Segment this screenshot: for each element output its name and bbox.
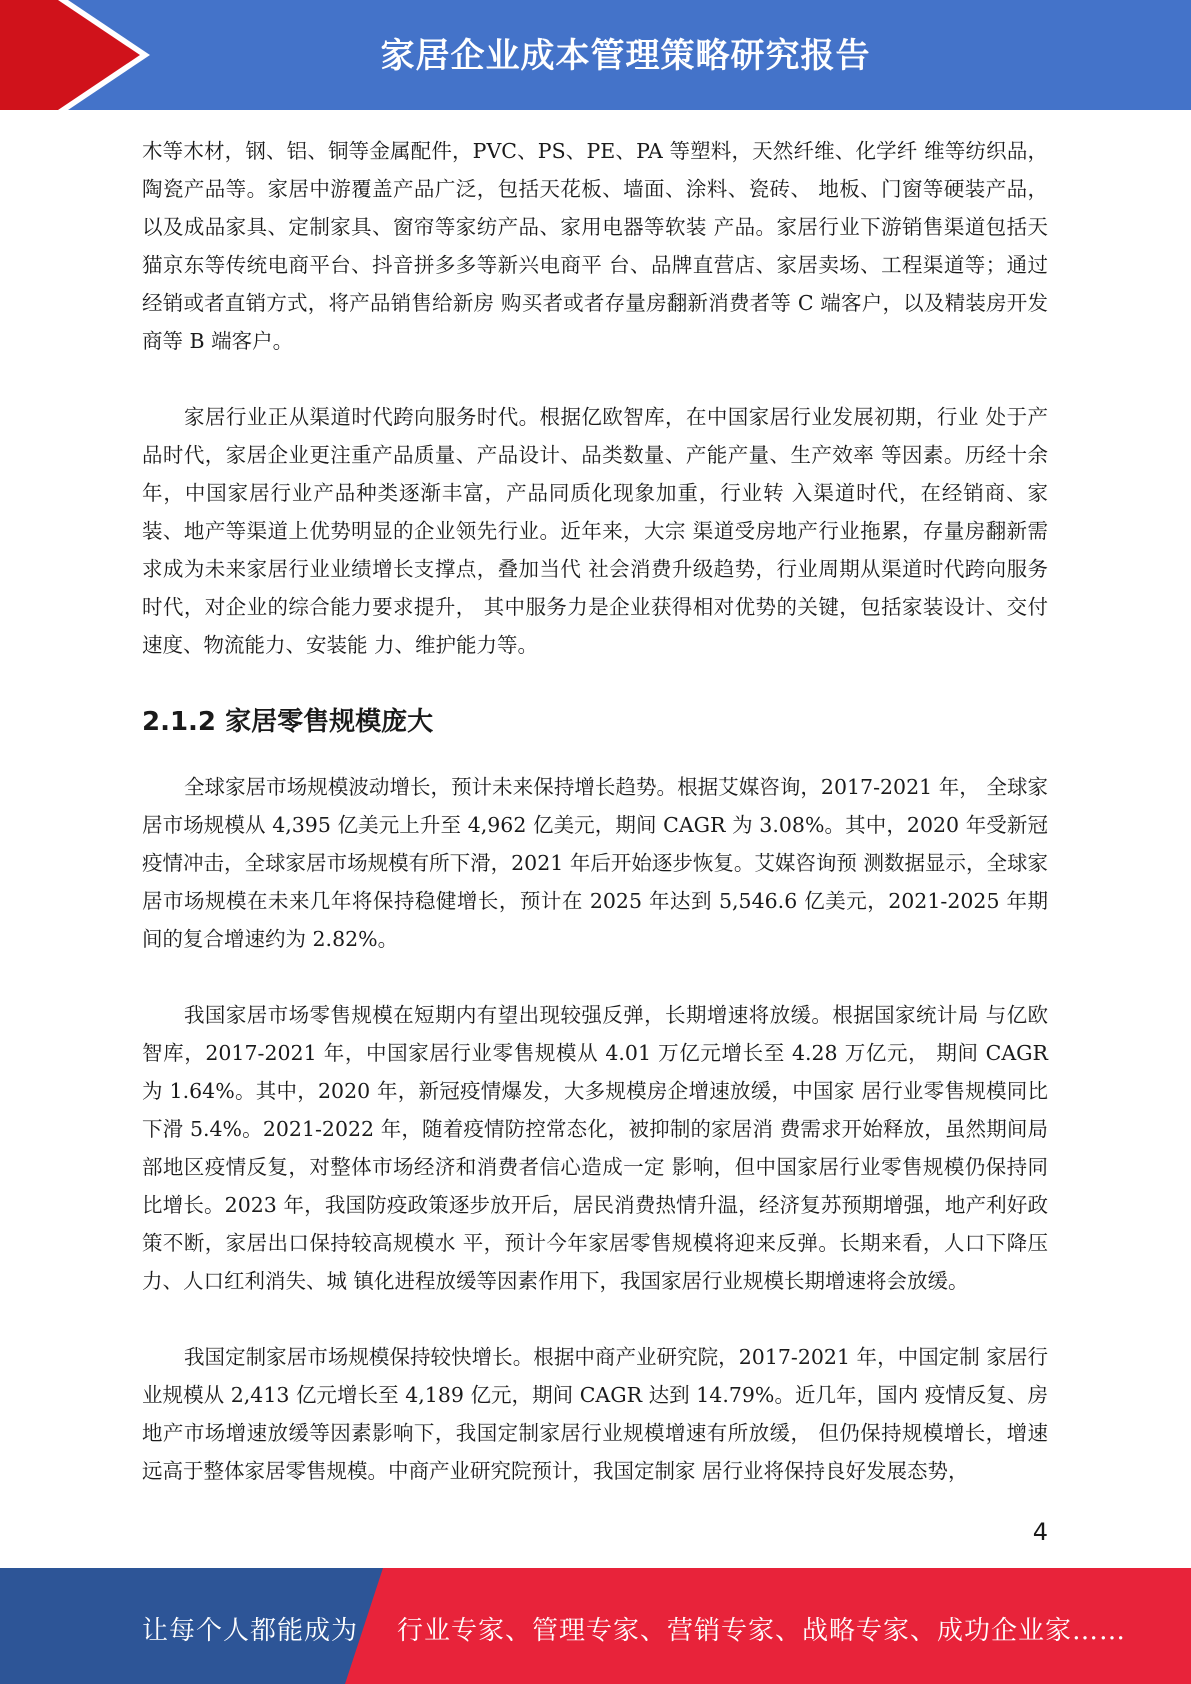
report-title: 家居企业成本管理策略研究报告 <box>380 36 871 76</box>
body-paragraph: 木等木材，钢、铝、铜等金属配件，PVC、PS、PE、PA 等塑料，天然纤维、化学纤 维等纺织品，陶瓷产品等。家居中游覆盖产品广泛，包括天花板、墙面、涂料、瓷砖、 地板、门窗等硬装产品，以及成品家具、定制家具、窗帘等家纺产品、家用电器等软装 产品。家居行业下游销售渠道包括天猫京东等传统电商平台、抖音拼多多等新兴电商平 台、品牌直营店、家居卖场、工程渠道等；通过经销或者直销方式，将产品销售给新房 购买者或者存量房翻新消费者等 C 端客户，以及精装房开发商等 B 端客户。 <box>142 139 1048 353</box>
footer-slogan-right: 行业专家、管理专家、营销专家、战略专家、成功企业家…… <box>397 1616 1127 1646</box>
body-paragraph: 我国家居市场零售规模在短期内有望出现较强反弹，长期增速将放缓。根据国家统计局 与亿欧智库，2017-2021 年，中国家居行业零售规模从 4.01 万亿元增长至 4.28 万亿元， 期间 CAGR 为 1.64%。其中，2020 年，新冠疫情爆发，大多规模房企增速放缓，中国家 居行业零售规模同比下滑 5.4%。2021-2022 年，随着疫情防控常态化，被抑制的家居消 费需求开始释放，虽然期间局部地区疫情反复，对整体市场经济和消费者信心造成一定 影响，但中国家居行业零售规模仍保持同比增长。2023 年，我国防疫政策逐步放开后，居民消费热情升温，经济复苏预期增强，地产利好政策不断，家居出口保持较高规模水 平，预计今年家居零售规模将迎来反弹。长期来看，人口下降压力、人口红利消失、城 镇化进程放缓等因素作用下，我国家居行业规模长期增速将会放缓。 <box>142 1003 1048 1293</box>
body-paragraph: 全球家居市场规模波动增长，预计未来保持增长趋势。根据艾媒咨询，2017-2021 年， 全球家居市场规模从 4,395 亿美元上升至 4,962 亿美元，期间 CAGR 为 3.08%。其中，2020 年受新冠疫情冲击，全球家居市场规模有所下滑，2021 年后开始逐步恢复。艾媒咨询预 测数据显示，全球家居市场规模在未来几年将保持稳健增长，预计在 2025 年达到 5,546.6 亿美元，2021-2025 年期间的复合增速约为 2.82%。 <box>142 775 1048 951</box>
document-body <box>142 132 1048 1528</box>
section-heading: 2.1.2 家居零售规模庞大 <box>142 707 434 737</box>
page-footer <box>0 1568 1191 1684</box>
body-paragraph: 我国定制家居市场规模保持较快增长。根据中商产业研究院，2017-2021 年，中国定制 家居行业规模从 2,413 亿元增长至 4,189 亿元，期间 CAGR 达到 14.79%。近几年，国内 疫情反复、房地产市场增速放缓等因素影响下，我国定制家居行业规模增速有所放缓， 但仍保持规模增长，增速远高于整体家居零售规模。中商产业研究院预计，我国定制家 居行业将保持良好发展态势， <box>142 1345 1048 1483</box>
page-number: 4 <box>1032 1518 1048 1546</box>
footer-slogan-left: 让每个人都能成为 <box>142 1616 359 1646</box>
body-paragraph: 家居行业正从渠道时代跨向服务时代。根据亿欧智库，在中国家居行业发展初期，行业 处于产品时代，家居企业更注重产品质量、产品设计、品类数量、产能产量、生产效率 等因素。历经十余年，中国家居行业产品种类逐渐丰富，产品同质化现象加重，行业转 入渠道时代，在经销商、家装、地产等渠道上优势明显的企业领先行业。近年来，大宗 渠道受房地产行业拖累，存量房翻新需求成为未来家居行业业绩增长支撑点，叠加当代 社会消费升级趋势，行业周期从渠道时代跨向服务时代，对企业的综合能力要求提升， 其中服务力是企业获得相对优势的关键，包括家装设计、交付速度、物流能力、安装能 力、维护能力等。 <box>142 405 1048 657</box>
page-header <box>0 0 1191 110</box>
